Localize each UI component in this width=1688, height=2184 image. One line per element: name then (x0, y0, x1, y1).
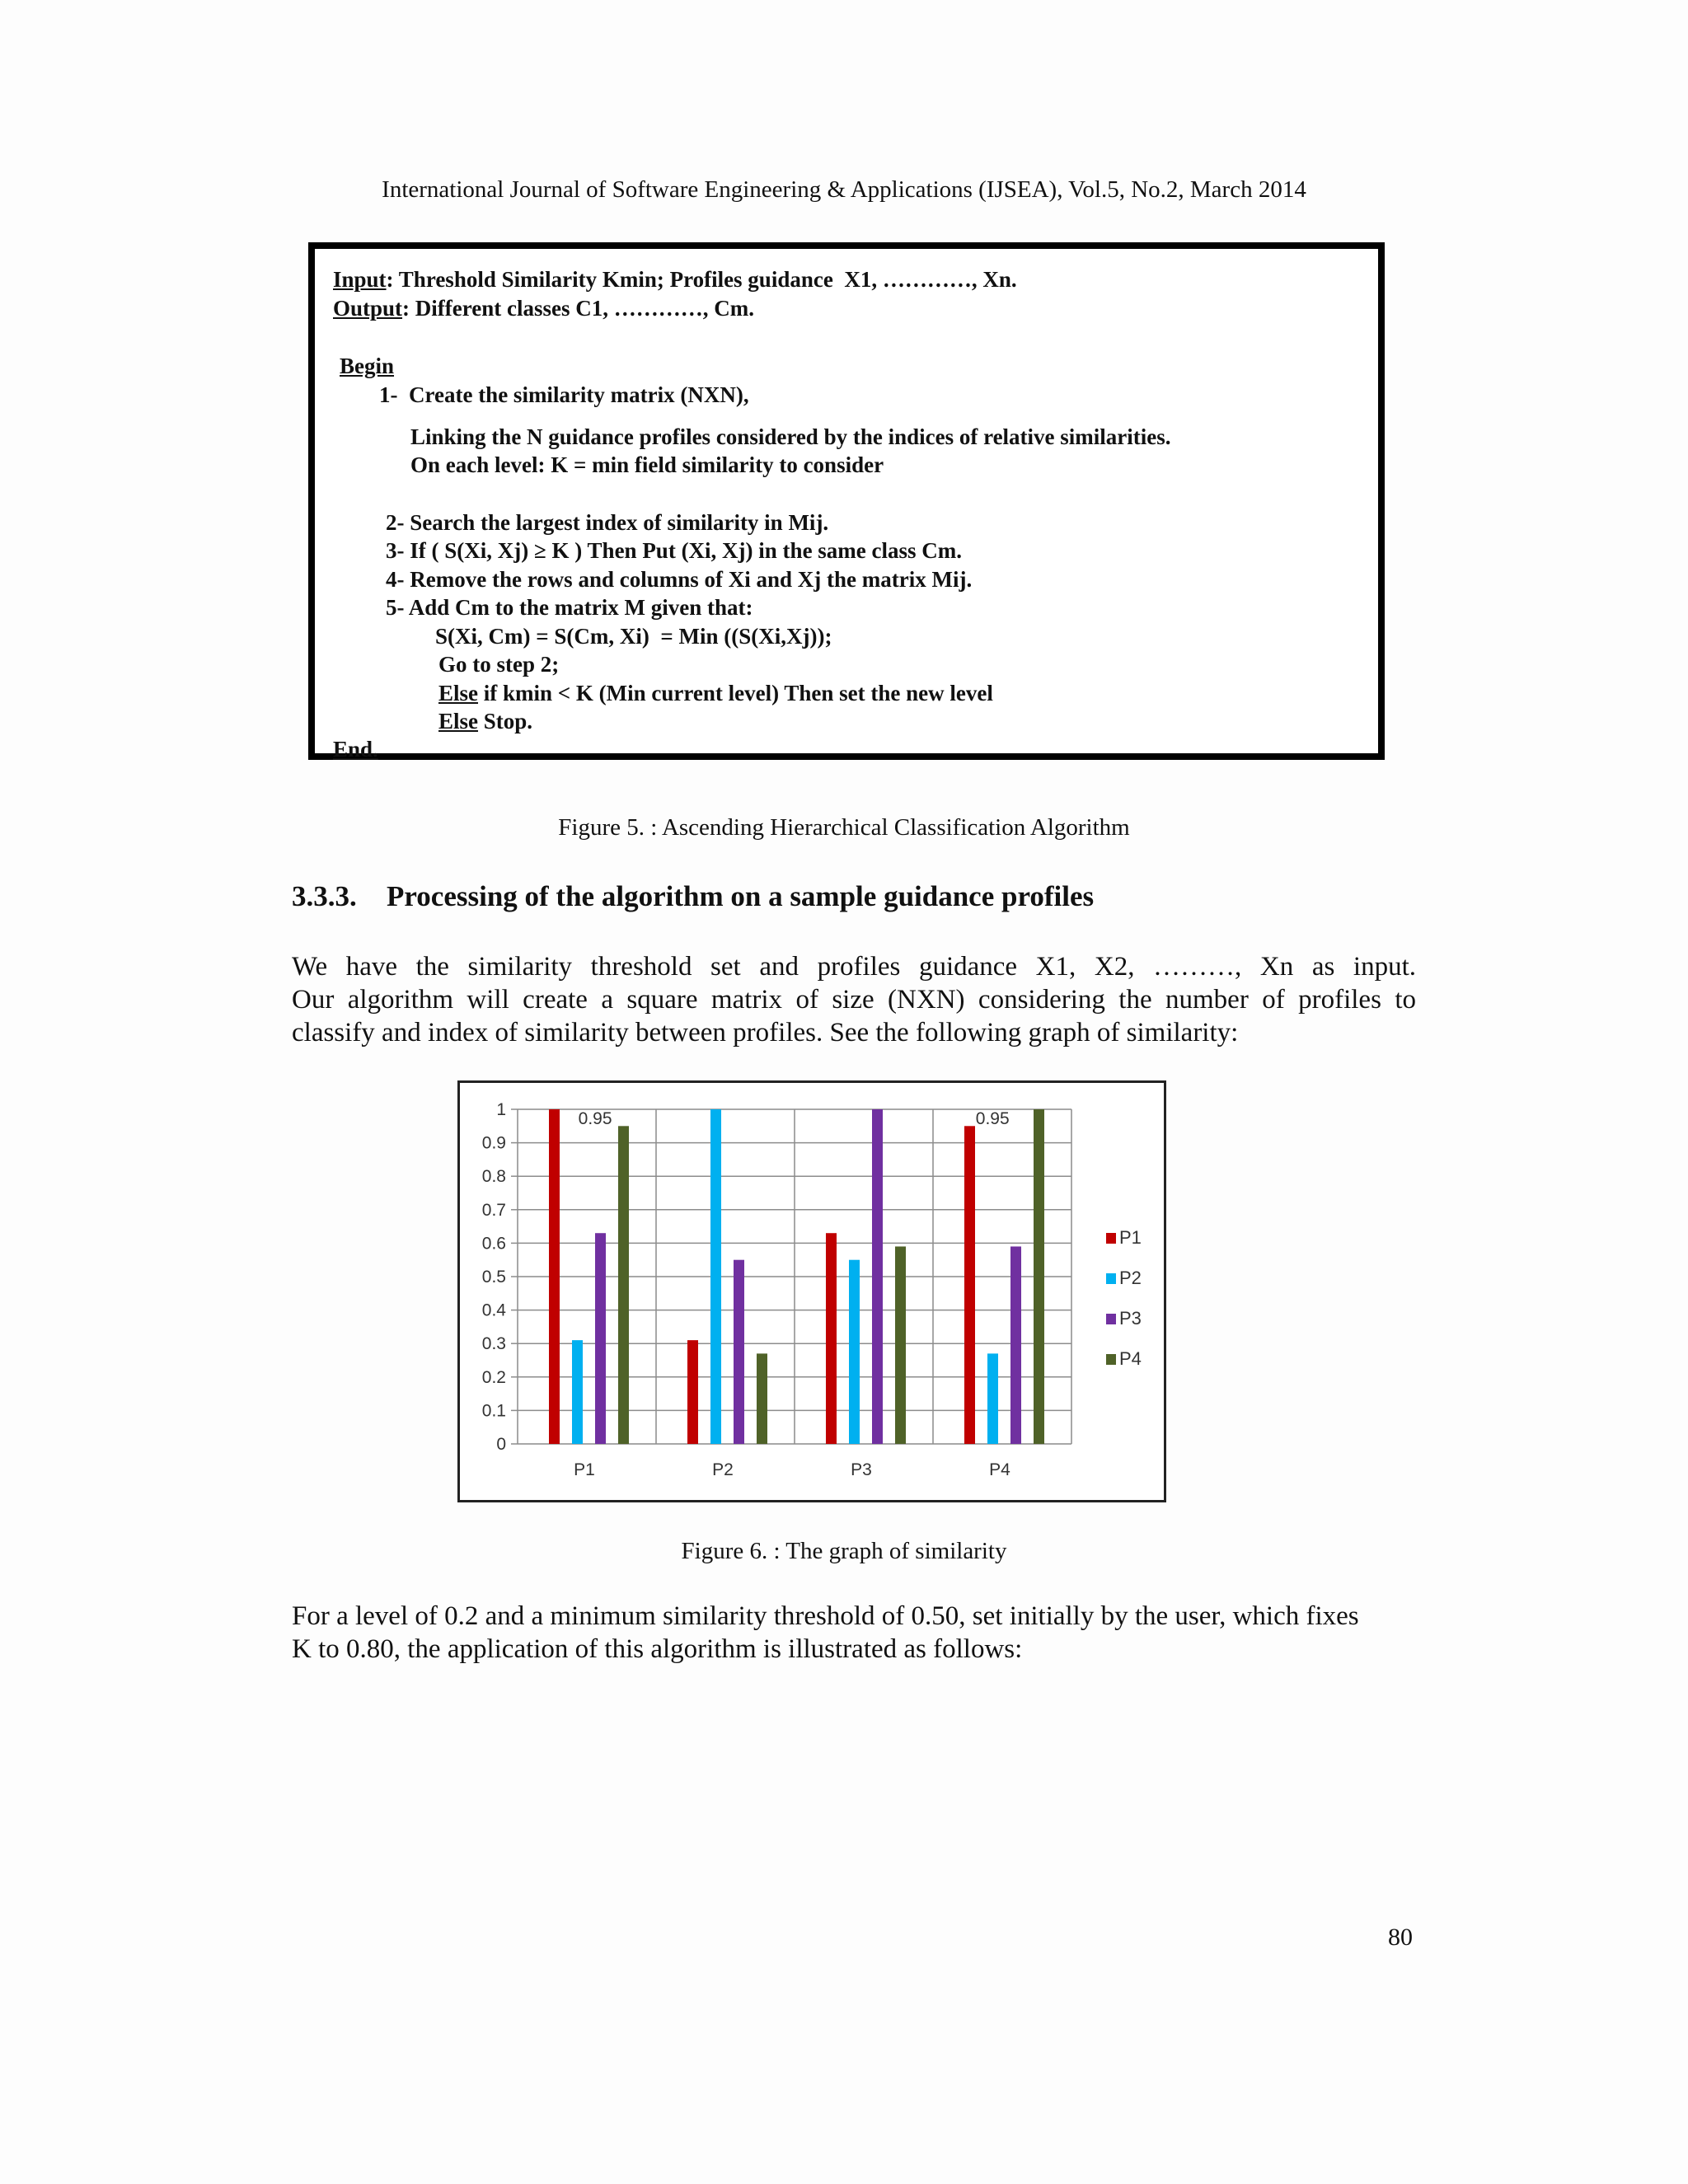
section-number: 3.3.3. (292, 880, 357, 912)
legend-label-P1: P1 (1119, 1227, 1142, 1248)
algo-step2: 2- Search the largest index of similarity in Mij. (386, 510, 829, 535)
bar-P1-P2 (687, 1340, 698, 1444)
algo-step4: 4- Remove the rows and columns of Xi and Xj the matrix Mij. (386, 567, 973, 592)
input-text: : Threshold Similarity Kmin; Profiles guidance X1, …………, Xn. (386, 267, 1017, 292)
input-label: Input (333, 267, 387, 292)
y-tick-label: 0.5 (481, 1268, 506, 1286)
algo-goto: Go to step 2; (438, 652, 560, 677)
paragraph-2-line-1: For a level of 0.2 and a minimum similarity threshold of 0.50, set initially by the user, which fixes (292, 1601, 1359, 1631)
bar-P4-P3 (895, 1246, 906, 1444)
paragraph-1 (292, 950, 1416, 1049)
else-keyword: Else (438, 681, 479, 705)
legend-swatch-P2 (1106, 1273, 1116, 1284)
y-tick-label: 0.1 (481, 1401, 506, 1421)
bar-P4-P1 (618, 1126, 629, 1444)
paragraph-1-line-1: We have the similarity threshold set and profiles guidance X1, X2, ………, Xn as input. (292, 952, 1416, 982)
y-tick-label: 0.7 (481, 1200, 506, 1220)
section-title: Processing of the algorithm on a sample guidance profiles (387, 880, 1095, 912)
paragraph-1-line-2: Our algorithm will create a square matrix of size (NXN) considering the number of profiles to (292, 985, 1416, 1015)
else-keyword: Else (438, 709, 479, 733)
algo-input-line (333, 267, 1017, 293)
algo-step1: 1- Create the similarity matrix (NXN), (379, 382, 749, 407)
bar-P2-P3 (849, 1260, 860, 1444)
legend-label-P3: P3 (1119, 1308, 1142, 1329)
algo-step5: 5- Add Cm to the matrix M given that: (386, 595, 753, 620)
legend-swatch-P3 (1106, 1314, 1116, 1324)
output-label: Output (333, 296, 403, 321)
paragraph-2 (292, 1600, 1416, 1666)
algo-step3: 3- If ( S(Xi, Xj) ≥ K ) Then Put (Xi, Xj) in the same class Cm. (386, 538, 963, 563)
figure6-caption: Figure 6. : The graph of similarity (681, 1538, 1007, 1564)
y-tick-label: 0 (496, 1435, 506, 1454)
bar-P3-P2 (734, 1260, 744, 1444)
y-tick-label: 0.6 (481, 1234, 506, 1254)
bar-P1-P3 (826, 1233, 837, 1444)
bar-P2-P4 (987, 1353, 998, 1444)
algo-step1-detail-a: Linking the N guidance profiles considered by the indices of relative similarities. (410, 424, 1171, 449)
bar-P1-P4 (964, 1126, 975, 1444)
legend-swatch-P1 (1106, 1233, 1116, 1244)
page-number: 80 (1388, 1924, 1413, 1951)
figure5-caption: Figure 5. : Ascending Hierarchical Classification Algorithm (558, 814, 1130, 841)
algo-step1-detail-b: On each level: K = min field similarity to consider (410, 452, 884, 477)
legend-label-P4: P4 (1119, 1348, 1142, 1369)
algo-step5-formula: S(Xi, Cm) = S(Cm, Xi) = Min ((S(Xi,Xj)); (435, 624, 832, 649)
paragraph-1-line-3: classify and index of similarity between profiles. See the following graph of similarity: (292, 1018, 1239, 1047)
journal-header: International Journal of Software Engineering & Applications (IJSEA), Vol.5, No.2, March 2014 (382, 176, 1306, 203)
algo-else-level (438, 681, 993, 706)
output-text: : Different classes C1, …………, Cm. (402, 296, 754, 321)
similarity-chart-svg (460, 1083, 1164, 1500)
y-tick-label: 0.3 (481, 1334, 506, 1354)
algorithm-box (308, 242, 1385, 760)
legend-label-P2: P2 (1119, 1268, 1142, 1288)
legend-swatch-P4 (1106, 1354, 1116, 1365)
bar-P2-P1 (572, 1340, 583, 1444)
else-stop-text: Stop. (478, 709, 533, 733)
y-tick-label: 0.2 (481, 1367, 506, 1387)
y-tick-label: 0.8 (481, 1167, 506, 1187)
else-level-text: if kmin < K (Min current level) Then set the new level (478, 681, 993, 705)
y-tick-label: 0.4 (481, 1301, 506, 1320)
y-tick-label: 1 (496, 1100, 506, 1119)
bar-P3-P1 (595, 1233, 606, 1444)
bar-P1-P1 (549, 1109, 560, 1444)
y-tick-label: 0.9 (481, 1133, 506, 1153)
algo-end: End. (333, 737, 378, 762)
bar-annotation: 0.95 (975, 1109, 1010, 1128)
algo-else-stop (438, 709, 532, 734)
bar-P4-P2 (757, 1353, 767, 1444)
bar-P4-P4 (1034, 1109, 1044, 1444)
bar-P2-P2 (710, 1109, 721, 1444)
paragraph-2-line-2: K to 0.80, the application of this algorithm is illustrated as follows: (292, 1634, 1023, 1664)
algo-output-line (333, 296, 754, 321)
bar-P3-P4 (1010, 1246, 1021, 1444)
section-heading (292, 880, 1094, 913)
x-tick-label: P1 (574, 1460, 595, 1479)
x-tick-label: P2 (712, 1460, 734, 1479)
algo-begin: Begin (340, 354, 395, 378)
x-tick-label: P4 (989, 1460, 1010, 1479)
similarity-chart (457, 1080, 1166, 1502)
x-tick-label: P3 (851, 1460, 872, 1479)
bar-P3-P3 (872, 1109, 883, 1444)
bar-annotation: 0.95 (578, 1109, 612, 1128)
